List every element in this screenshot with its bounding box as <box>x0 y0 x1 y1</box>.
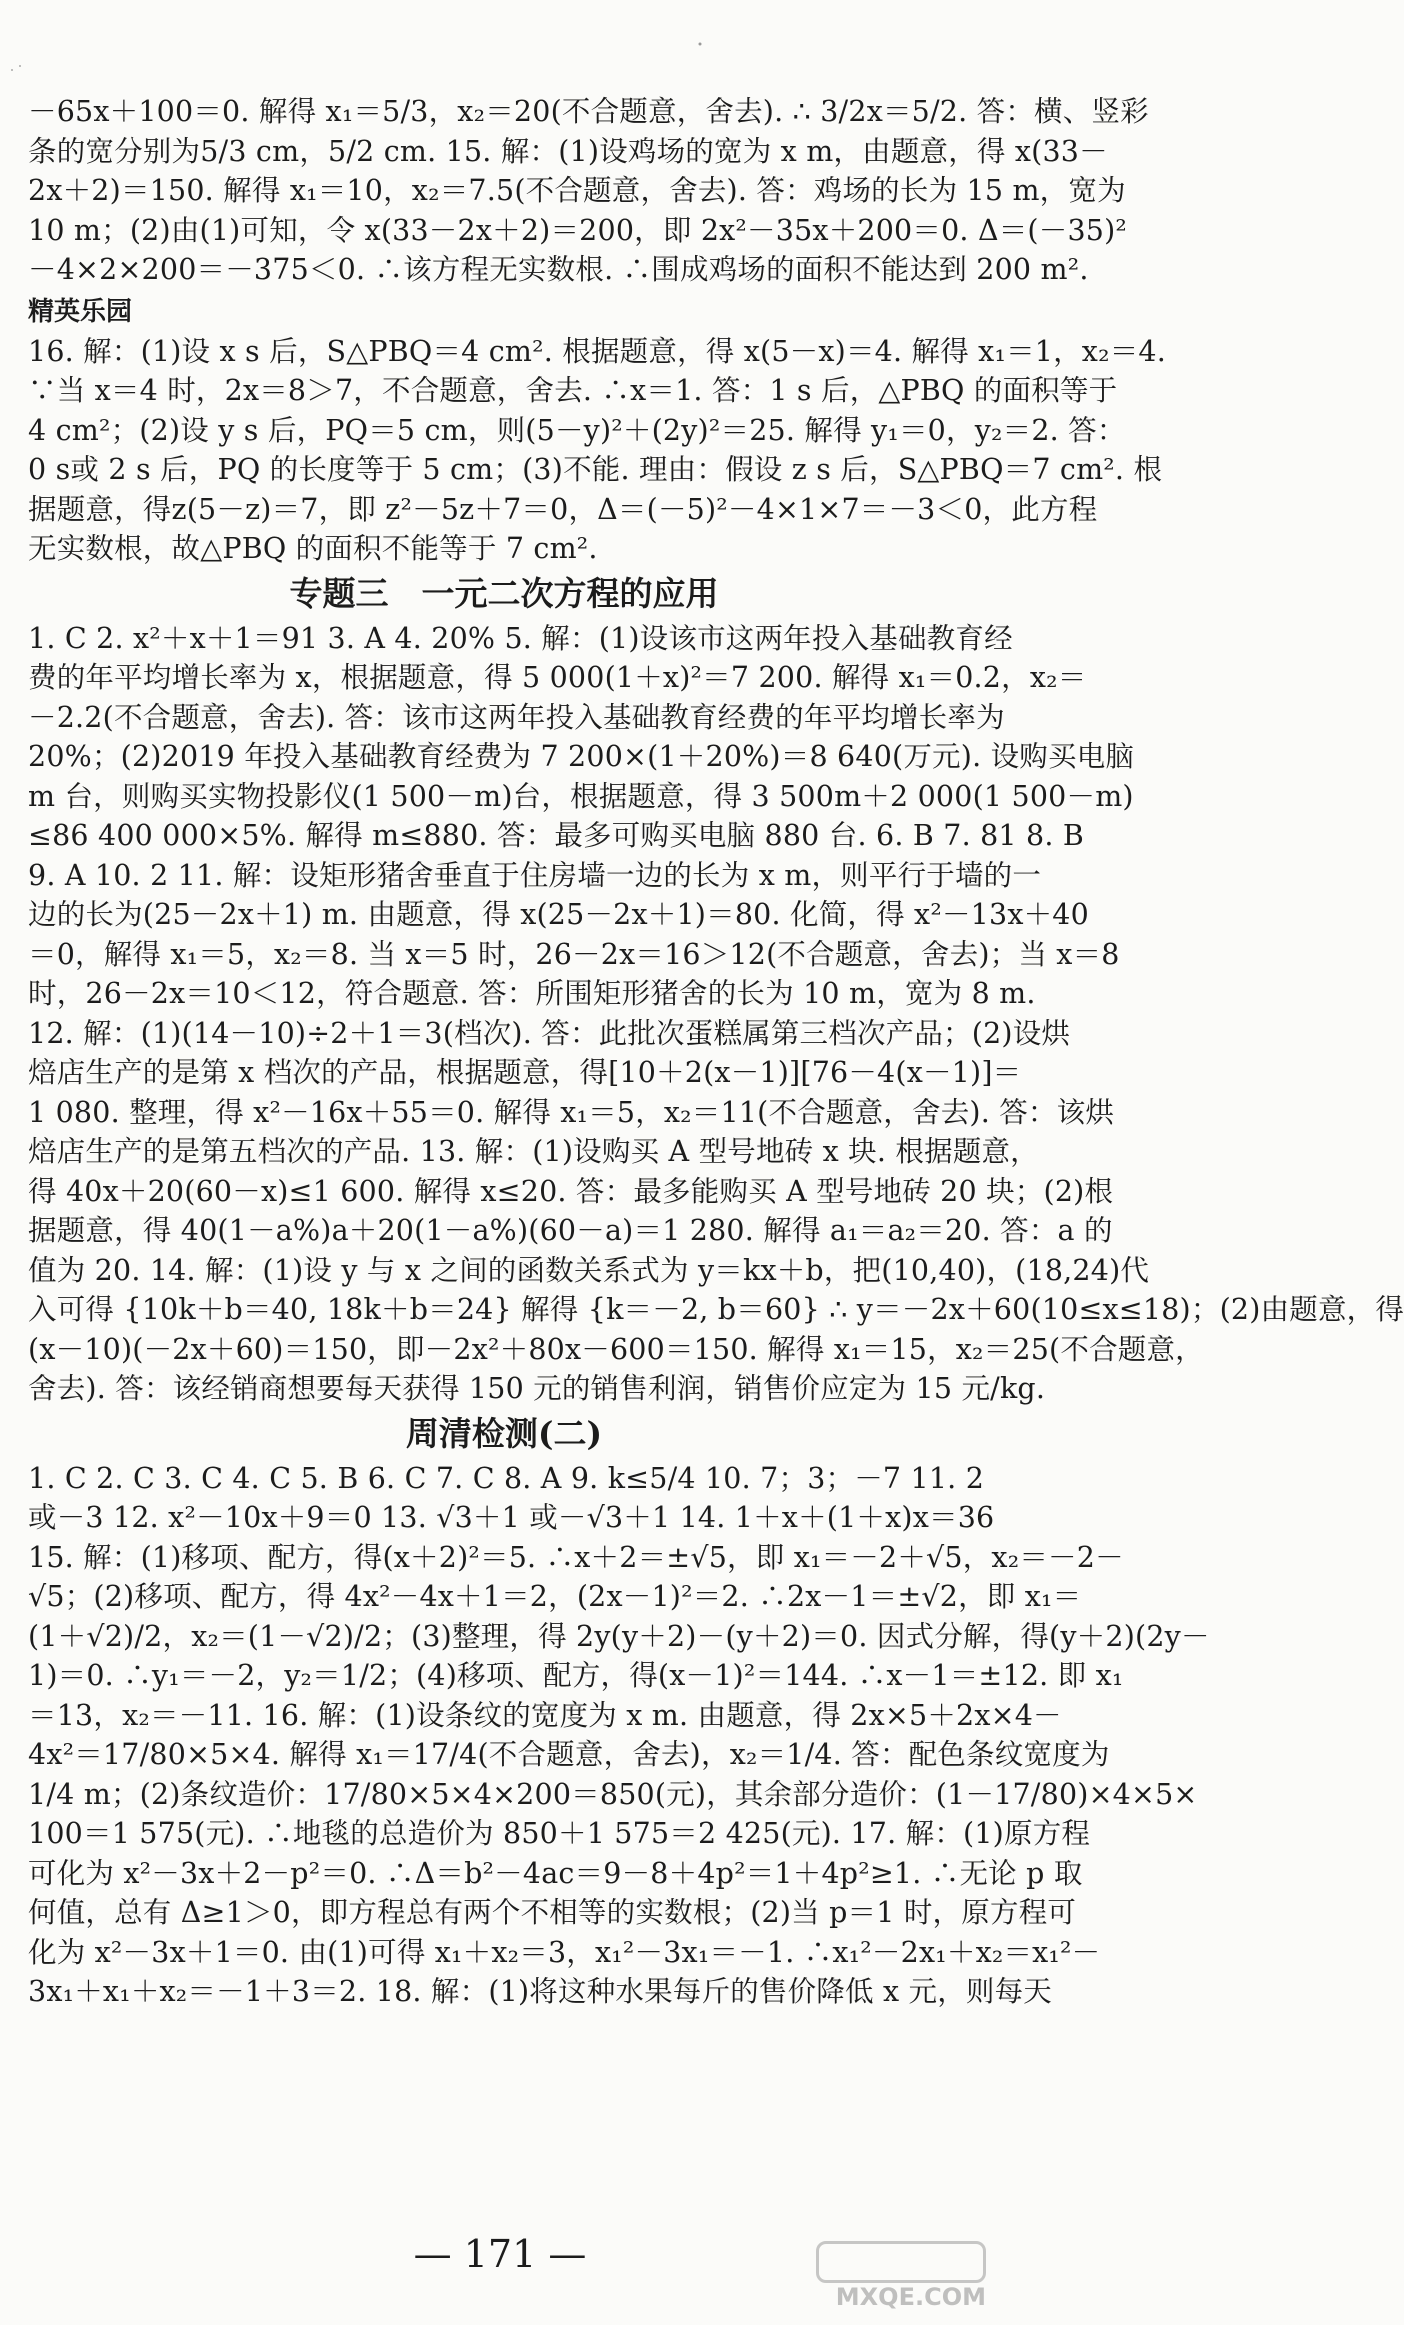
text-line: 焙店生产的是第五档次的产品. 13. 解：(1)设购买 A 型号地砖 x 块. 根据题意， <box>28 1135 1039 1168</box>
watermark-logo-icon <box>816 2241 986 2283</box>
scan-speckles <box>0 0 1000 60</box>
text-line: 12. 解：(1)(14－10)÷2＋1＝3(档次). 答：此批次蛋糕属第三档次产品；(2)设烘 <box>28 1016 1071 1050</box>
answer-content <box>28 92 1404 2012</box>
text-line: 可化为 x²－3x＋2－p²＝0. ∴Δ＝b²－4ac＝9－8＋4p²＝1＋4p²≥1. ∴无论 p 取 <box>28 1856 1083 1890</box>
text-line: －2.2(不合题意，舍去). 答：该市这两年投入基础教育经费的年平均增长率为 <box>28 700 1005 734</box>
section-zhuanti3-heading: 专题三 一元二次方程的应用 <box>289 573 719 613</box>
text-line: 15. 解：(1)移项、配方，得(x＋2)²＝5. ∴x＋2＝±√5，即 x₁＝－2＋√5，x₂＝－2－ <box>28 1540 1124 1574</box>
text-line: 16. 解：(1)设 x s 后，S△PBQ＝4 cm². 根据题意，得 x(5－x)＝4. 解得 x₁＝1，x₂＝4. <box>28 334 1166 368</box>
text-line: 9. A 10. 2 11. 解：设矩形猪舍垂直于住房墙一边的长为 x m，则平行于墙的一 <box>28 858 1042 892</box>
text-line: －4×2×200＝－375＜0. ∴该方程无实数根. ∴围成鸡场的面积不能达到 200 m². <box>28 253 1089 286</box>
text-line: m 台，则购买实物投影仪(1 500－m)台，根据题意，得 3 500m＋2 000(1 500－m) <box>28 779 1134 813</box>
text-line: (x－10)(－2x＋60)＝150，即－2x²＋80x－600＝150. 解得 x₁＝15，x₂＝25(不合题意， <box>28 1332 1204 1366</box>
part2-block <box>28 332 1166 569</box>
text-line: 3x₁＋x₁＋x₂＝－1＋3＝2. 18. 解：(1)将这种水果每斤的售价降低 x 元，则每天 <box>28 1975 1052 2008</box>
text-line: 1)＝0. ∴y₁＝－2，y₂＝1/2；(4)移项、配方，得(x－1)²＝144. ∴x－1＝±12. 即 x₁ <box>28 1659 1124 1692</box>
text-line: 100＝1 575(元). ∴地毯的总造价为 850＋1 575＝2 425(元). 17. 解：(1)原方程 <box>28 1817 1091 1850</box>
text-line: 20%；(2)2019 年投入基础教育经费为 7 200×(1＋20%)＝8 640(万元). 设购买电脑 <box>28 740 1135 773</box>
text-line: 或－3 12. x²－10x＋9＝0 13. √3＋1 或－√3＋1 14. 1＋x＋(1＋x)x＝36 <box>28 1501 995 1534</box>
text-line: ∵当 x＝4 时，2x＝8＞7，不合题意，舍去. ∴x＝1. 答：1 s 后，△PBQ 的面积等于 <box>28 374 1118 407</box>
text-line: 时，26－2x＝10＜12，符合题意. 答：所围矩形猪舍的长为 10 m，宽为 8 m. <box>28 977 1036 1010</box>
watermark-text: MXQE.COM <box>835 2283 986 2311</box>
text-line: 据题意，得 40(1－a%)a＋20(1－a%)(60－a)＝1 280. 解得 a₁＝a₂＝20. 答：a 的 <box>28 1214 1113 1247</box>
text-line: 得 40x＋20(60－x)≤1 600. 解得 x≤20. 答：最多能购买 A 型号地砖 20 块；(2)根 <box>28 1174 1114 1208</box>
text-line: √5；(2)移项、配方，得 4x²－4x＋1＝2，(2x－1)²＝2. ∴2x－1＝±√2，即 x₁＝ <box>28 1580 1082 1613</box>
watermark <box>816 2241 986 2311</box>
text-line: (1＋√2)/2，x₂＝(1－√2)/2；(3)整理，得 2y(y＋2)－(y＋2)＝0. 因式分解，得(y＋2)(2y－ <box>28 1619 1210 1653</box>
text-line: ≤86 400 000×5%. 解得 m≤880. 答：最多可购买电脑 880 台. 6. B 7. 81 8. B <box>28 819 1085 852</box>
text-line: 1/4 m；(2)条纹造价：17/80×5×4×200＝850(元)，其余部分造价：(1－17/80)×4×5× <box>28 1777 1198 1811</box>
text-line: ＝13，x₂＝－11. 16. 解：(1)设条纹的宽度为 x m. 由题意，得 2x×5＋2x×4－ <box>28 1698 1062 1732</box>
text-line: 条的宽分别为5/3 cm，5/2 cm. 15. 解：(1)设鸡场的宽为 x m，由题意，得 x(33－ <box>28 134 1108 168</box>
part3-block <box>28 619 1404 1409</box>
text-line: 入可得 {10k＋b＝40, 18k＋b＝24} 解得 {k＝－2, b＝60} ∴ y＝－2x＋60(10≤x≤18)；(2)由题意，得 <box>28 1293 1404 1326</box>
text-line: 化为 x²－3x＋1＝0. 由(1)可得 x₁＋x₂＝3，x₁²－3x₁＝－1. ∴x₁²－2x₁＋x₂＝x₁²－ <box>28 1935 1101 1969</box>
text-line: 据题意，得z(5－z)＝7，即 z²－5z＋7＝0，Δ＝(－5)²－4×1×7＝－3＜0，此方程 <box>28 492 1098 526</box>
text-line: 10 m；(2)由(1)可知，令 x(33－2x＋2)＝200，即 2x²－35x＋200＝0. Δ＝(－35)² <box>28 213 1128 247</box>
text-line: 焙店生产的是第 x 档次的产品，根据题意，得[10＋2(x－1)][76－4(x－1)]＝ <box>28 1056 1022 1089</box>
text-line: 2x＋2)＝150. 解得 x₁＝10，x₂＝7.5(不合题意，舍去). 答：鸡场的长为 15 m，宽为 <box>28 174 1126 207</box>
text-line: 何值，总有 Δ≥1＞0，即方程总有两个不相等的实数根；(2)当 p＝1 时，原方程可 <box>28 1896 1077 1929</box>
text-line: 4 cm²；(2)设 y s 后，PQ＝5 cm，则(5－y)²＋(2y)²＝25. 解得 y₁＝0，y₂＝2. 答： <box>28 413 1126 447</box>
text-line: 费的年平均增长率为 x，根据题意，得 5 000(1＋x)²＝7 200. 解得 x₁＝0.2，x₂＝ <box>28 661 1087 694</box>
page-number: — 171 — <box>413 2232 587 2276</box>
part4-block <box>28 1459 1210 2012</box>
text-line: ＝0，解得 x₁＝5，x₂＝8. 当 x＝5 时，26－2x＝16＞12(不合题意，舍去)；当 x＝8 <box>28 937 1120 971</box>
text-line: 4x²＝17/80×5×4. 解得 x₁＝17/4(不合题意，舍去)，x₂＝1/4. 答：配色条纹宽度为 <box>28 1738 1110 1771</box>
text-line: 舍去). 答：该经销商想要每天获得 150 元的销售利润，销售价应定为 15 元/kg. <box>28 1372 1046 1405</box>
text-line: 值为 20. 14. 解：(1)设 y 与 x 之间的函数关系式为 y＝kx＋b，把(10,40)，(18,24)代 <box>28 1253 1150 1287</box>
text-line: 1. C 2. x²＋x＋1＝91 3. A 4. 20% 5. 解：(1)设该市这两年投入基础教育经 <box>28 621 1013 655</box>
section-jingying-heading: 精英乐园 <box>28 296 133 327</box>
text-line: 1. C 2. C 3. C 4. C 5. B 6. C 7. C 8. A 9. k≤5/4 10. 7；3；－7 11. 2 <box>28 1461 985 1495</box>
text-line: 边的长为(25－2x＋1) m. 由题意，得 x(25－2x＋1)＝80. 化简，得 x²－13x＋40 <box>28 898 1089 931</box>
text-line: 0 s或 2 s 后，PQ 的长度等于 5 cm；(3)不能. 理由：假设 z s 后，S△PBQ＝7 cm². 根 <box>28 453 1163 486</box>
text-line: －65x＋100＝0. 解得 x₁＝5/3，x₂＝20(不合题意，舍去). ∴ 3/2x＝5/2. 答：横、竖彩 <box>28 95 1149 128</box>
part1-block <box>28 92 1149 290</box>
section-zhouqing-heading: 周清检测(二) <box>405 1413 603 1453</box>
text-line: 无实数根，故△PBQ 的面积不能等于 7 cm². <box>28 532 598 565</box>
text-line: 1 080. 整理，得 x²－16x＋55＝0. 解得 x₁＝5，x₂＝11(不合题意，舍去). 答：该烘 <box>28 1095 1115 1129</box>
